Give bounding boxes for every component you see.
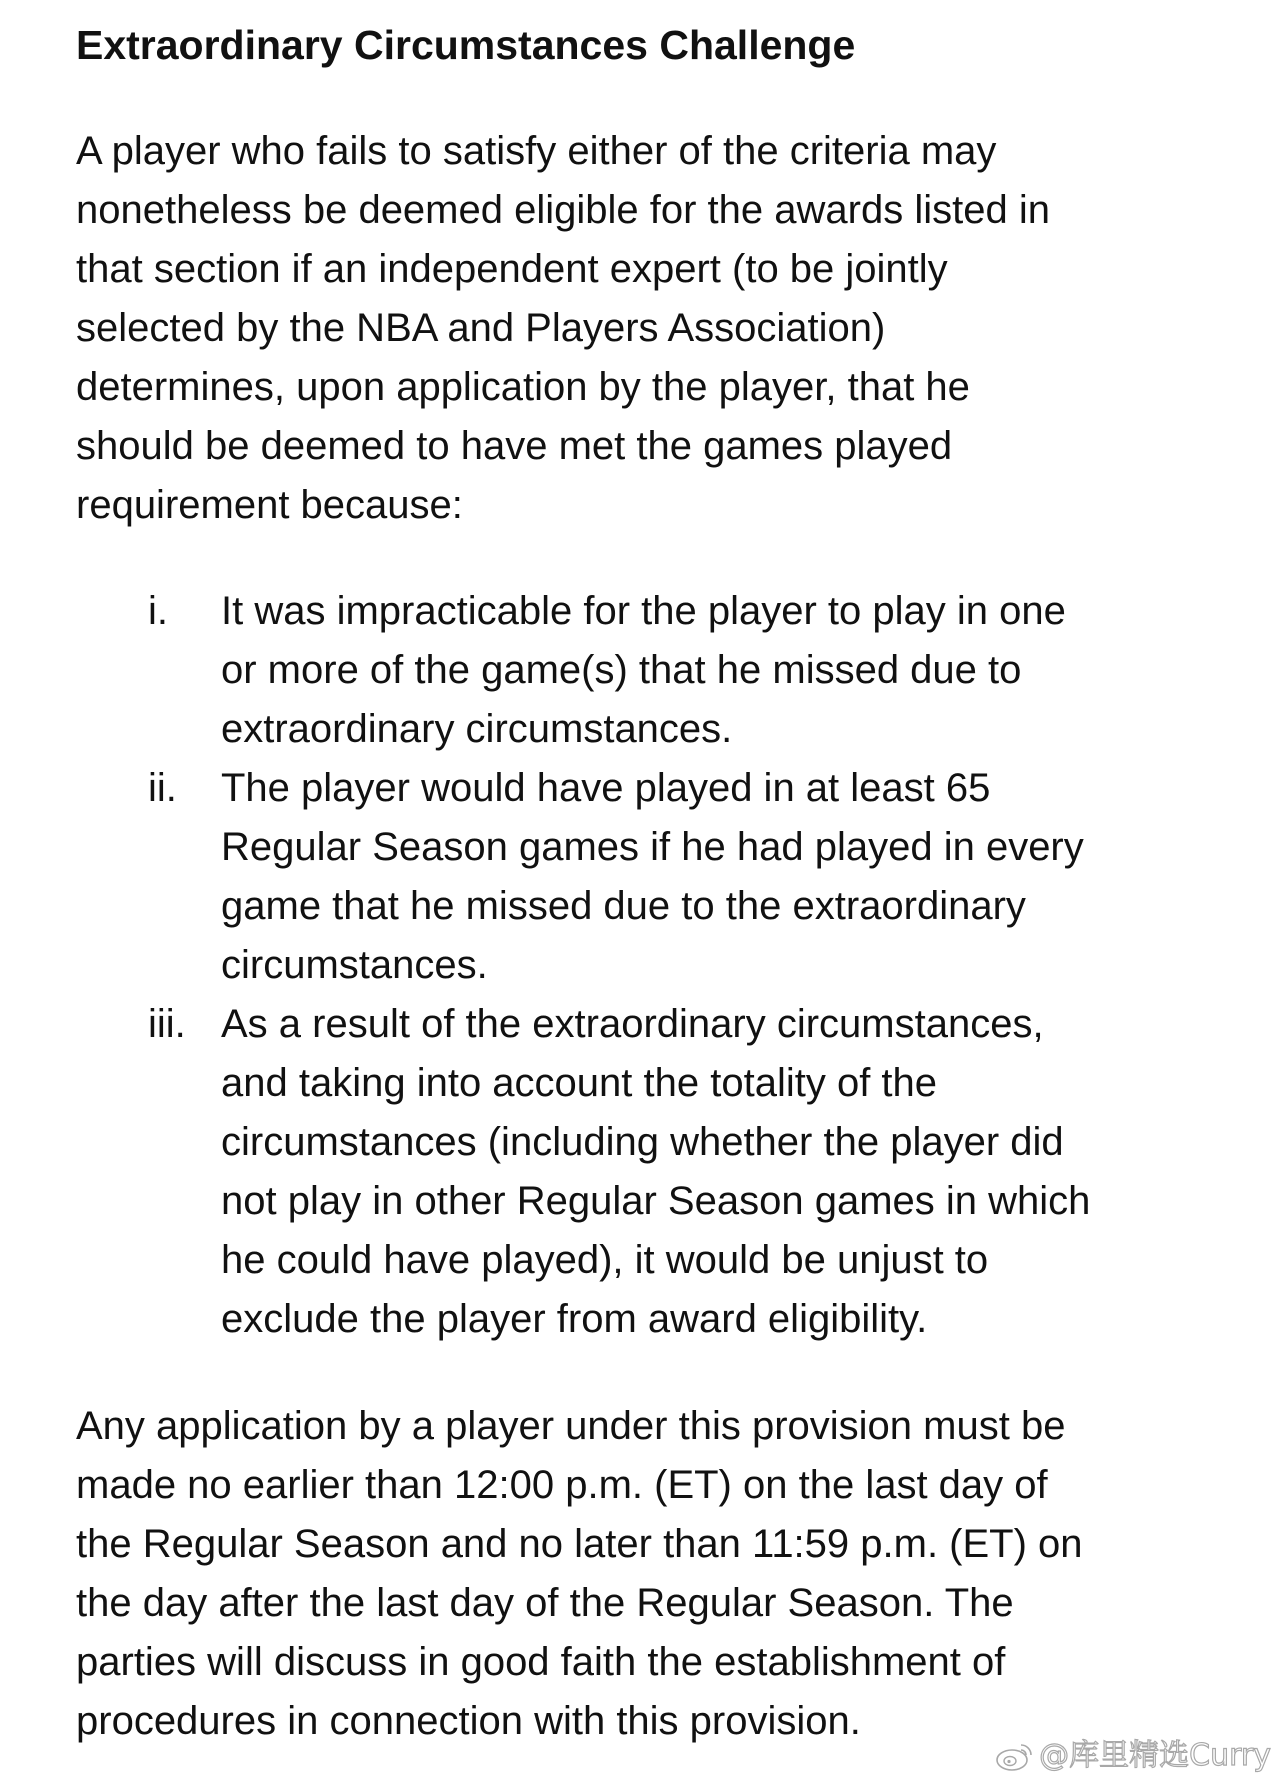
list-item-line: circumstances (including whether the player did <box>221 1120 1064 1164</box>
intro-line: A player who fails to satisfy either of the criteria may <box>76 129 997 173</box>
list-item-line: or more of the game(s) that he missed due to <box>221 648 1022 692</box>
list-item <box>0 759 1283 995</box>
closing-line: the day after the last day of the Regular Season. The <box>76 1581 1014 1625</box>
criteria-list <box>0 582 1283 1349</box>
intro-line: that section if an independent expert (to be jointly <box>76 247 948 291</box>
weibo-icon <box>995 1739 1035 1773</box>
list-item <box>0 995 1283 1349</box>
list-marker: iii. <box>148 1002 186 1046</box>
closing-line: Any application by a player under this provision must be <box>76 1404 1066 1448</box>
list-item-line: extraordinary circumstances. <box>221 707 733 751</box>
intro-paragraph <box>76 122 1216 535</box>
list-item <box>0 582 1283 759</box>
list-marker: ii. <box>148 766 177 810</box>
intro-line: nonetheless be deemed eligible for the awards listed in <box>76 188 1050 232</box>
intro-line: requirement because: <box>76 483 463 527</box>
list-item-line: not play in other Regular Season games in which <box>221 1179 1091 1223</box>
list-item-line: he could have played), it would be unjust to <box>221 1238 989 1282</box>
closing-line: made no earlier than 12:00 p.m. (ET) on the last day of <box>76 1463 1048 1507</box>
intro-line: should be deemed to have met the games played <box>76 424 953 468</box>
intro-line: selected by the NBA and Players Association) <box>76 306 886 350</box>
list-item-line: Regular Season games if he had played in every <box>221 825 1084 869</box>
closing-line: procedures in connection with this provision. <box>76 1699 861 1743</box>
closing-paragraph <box>76 1397 1216 1751</box>
closing-line: the Regular Season and no later than 11:59 p.m. (ET) on <box>76 1522 1083 1566</box>
intro-line: determines, upon application by the player, that he <box>76 365 970 409</box>
list-item-line: The player would have played in at least 65 <box>221 766 991 810</box>
closing-line: parties will discuss in good faith the establishment of <box>76 1640 1006 1684</box>
list-item-line: As a result of the extraordinary circumstances, <box>221 1002 1044 1046</box>
weibo-watermark <box>995 1738 1271 1774</box>
watermark-text: @库里精选Curry <box>1039 1738 1271 1773</box>
document-title: Extraordinary Circumstances Challenge <box>76 22 856 68</box>
list-item-line: It was impracticable for the player to play in one <box>221 589 1066 633</box>
list-item-line: exclude the player from award eligibility. <box>221 1297 928 1341</box>
list-item-line: circumstances. <box>221 943 488 987</box>
list-marker: i. <box>148 589 168 633</box>
list-item-line: game that he missed due to the extraordinary <box>221 884 1026 928</box>
list-item-line: and taking into account the totality of the <box>221 1061 938 1105</box>
